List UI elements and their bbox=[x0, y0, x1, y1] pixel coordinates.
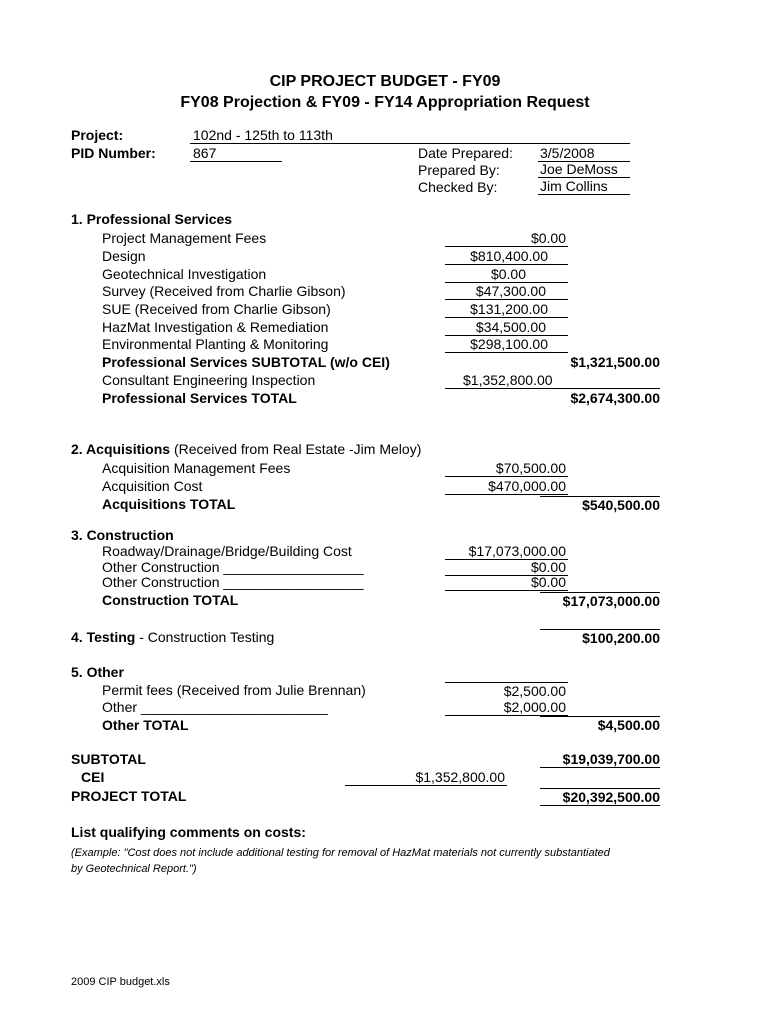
line-item-label: SUE (Received from Charlie Gibson) bbox=[102, 301, 331, 317]
cei-underline bbox=[445, 388, 555, 389]
professional-total-label: Professional Services TOTAL bbox=[102, 390, 297, 406]
line-item-value: $2,000.00 bbox=[445, 699, 568, 716]
line-item-label: Other Construction __________________ bbox=[102, 559, 364, 575]
comments-heading: List qualifying comments on costs: bbox=[71, 824, 306, 840]
project-label: Project: bbox=[71, 127, 124, 143]
date-value: 3/5/2008 bbox=[540, 145, 595, 161]
total-rule bbox=[540, 388, 660, 389]
line-item-value: $0.00 bbox=[445, 559, 568, 576]
testing-heading-title: 4. Testing bbox=[71, 629, 136, 645]
other-heading: 5. Other bbox=[71, 664, 124, 680]
line-item-value: $0.00 bbox=[445, 574, 568, 591]
project-value: 102nd - 125th to 113th bbox=[193, 127, 333, 143]
summary-cei-label: CEI bbox=[81, 769, 105, 785]
line-item-label: Environmental Planting & Monitoring bbox=[102, 336, 329, 352]
acquisitions-heading bbox=[71, 441, 421, 457]
summary-subtotal-value: $19,039,700.00 bbox=[540, 751, 660, 768]
professional-heading: 1. Professional Services bbox=[71, 211, 233, 227]
professional-subtotal-label: Professional Services SUBTOTAL (w/o CEI) bbox=[102, 354, 390, 370]
construction-heading: 3. Construction bbox=[71, 527, 174, 543]
page-title: CIP PROJECT BUDGET - FY09 bbox=[269, 73, 501, 90]
line-item-value: $70,500.00 bbox=[445, 460, 568, 477]
date-label: Date Prepared: bbox=[418, 145, 513, 161]
line-item-label: Survey (Received from Charlie Gibson) bbox=[102, 283, 346, 299]
line-item-label: Design bbox=[102, 248, 146, 264]
pid-value: 867 bbox=[193, 145, 217, 161]
line-item-label: Geotechnical Investigation bbox=[102, 266, 267, 282]
acquisitions-heading-note: (Received from Real Estate -Jim Meloy) bbox=[170, 441, 422, 457]
prepared-label: Prepared By: bbox=[418, 162, 500, 178]
acquisitions-total-value: $540,500.00 bbox=[540, 496, 660, 513]
checked-value: Jim Collins bbox=[540, 178, 608, 194]
comments-example-line1: (Example: "Cost does not include additional testing for removal of HazMat materials not currently substantiated bbox=[71, 847, 610, 859]
professional-subtotal-value: $1,321,500.00 bbox=[570, 354, 660, 370]
checked-label: Checked By: bbox=[418, 179, 498, 195]
line-item-label: Permit fees (Received from Julie Brennan) bbox=[102, 682, 366, 698]
page-subtitle: FY08 Projection & FY09 - FY14 Appropriation Request bbox=[180, 94, 590, 111]
footer-filename: 2009 CIP budget.xls bbox=[71, 976, 170, 988]
line-item-label: Acquisition Management Fees bbox=[102, 460, 291, 476]
line-item-value: $810,400.00 bbox=[445, 248, 568, 265]
other-total-value: $4,500.00 bbox=[540, 716, 660, 733]
line-item-label: Other Construction __________________ bbox=[102, 574, 364, 590]
line-item-label: Acquisition Cost bbox=[102, 478, 203, 494]
pid-label: PID Number: bbox=[71, 145, 156, 161]
line-item-label: HazMat Investigation & Remediation bbox=[102, 319, 329, 335]
pid-underline bbox=[190, 161, 282, 162]
line-item-label: Other ________________________ bbox=[102, 699, 328, 715]
testing-heading-note: - Construction Testing bbox=[135, 629, 275, 645]
cei-label: Consultant Engineering Inspection bbox=[102, 372, 316, 388]
line-item-value: $17,073,000.00 bbox=[445, 543, 568, 560]
line-item-value: $298,100.00 bbox=[445, 336, 568, 353]
line-item-value: $34,500.00 bbox=[445, 319, 568, 336]
testing-heading bbox=[71, 629, 274, 645]
line-item-value: $0.00 bbox=[445, 266, 568, 283]
summary-cei-value: $1,352,800.00 bbox=[345, 769, 507, 786]
construction-total-value: $17,073,000.00 bbox=[540, 592, 660, 609]
line-item-value: $0.00 bbox=[445, 230, 568, 247]
professional-total-value: $2,674,300.00 bbox=[570, 390, 660, 406]
summary-subtotal-label: SUBTOTAL bbox=[71, 751, 146, 767]
line-item-label: Roadway/Drainage/Bridge/Building Cost bbox=[102, 543, 352, 559]
line-item-value: $47,300.00 bbox=[445, 283, 568, 300]
comments-example-line2: by Geotechnical Report.") bbox=[71, 863, 197, 875]
acquisitions-total-label: Acquisitions TOTAL bbox=[102, 496, 236, 512]
construction-total-label: Construction TOTAL bbox=[102, 592, 239, 608]
acquisitions-heading-title: 2. Acquisitions bbox=[71, 441, 171, 457]
project-total-label: PROJECT TOTAL bbox=[71, 788, 187, 804]
line-item-value: $2,500.00 bbox=[445, 682, 568, 699]
prepared-value: Joe DeMoss bbox=[540, 161, 618, 177]
checked-underline bbox=[538, 194, 630, 195]
project-underline bbox=[190, 143, 630, 144]
project-total-value: $20,392,500.00 bbox=[540, 788, 660, 806]
testing-total-value: $100,200.00 bbox=[540, 629, 660, 646]
other-total-label: Other TOTAL bbox=[102, 717, 189, 733]
line-item-value: $131,200.00 bbox=[445, 301, 568, 318]
cei-value: $1,352,800.00 bbox=[463, 372, 553, 388]
line-item-label: Project Management Fees bbox=[102, 230, 267, 246]
line-item-value: $470,000.00 bbox=[445, 478, 568, 495]
